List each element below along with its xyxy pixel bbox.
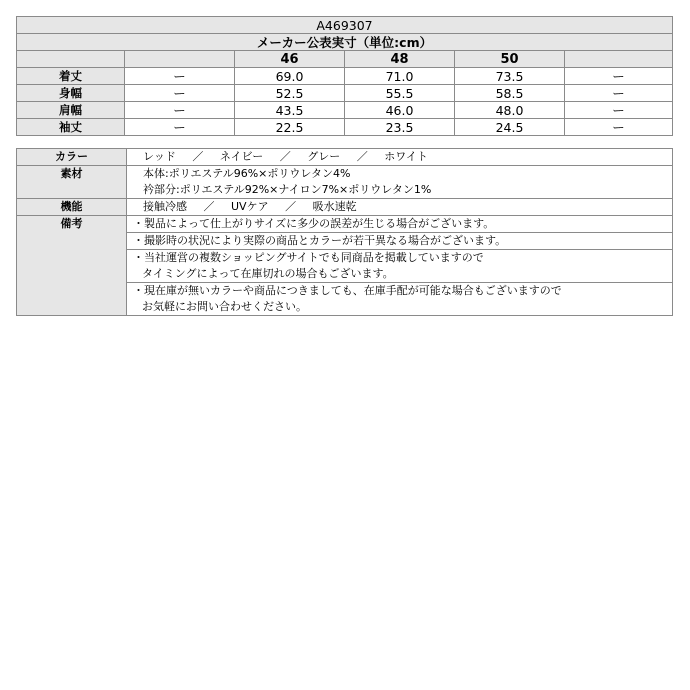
note-line: タイミングによって在庫切れの場合もございます。 [142, 267, 394, 280]
material-label: 素材 [17, 166, 127, 199]
color-item: レッド [143, 150, 176, 163]
cell: 58.5 [455, 85, 565, 102]
color-item: ホワイト [384, 150, 428, 163]
note-line: ・当社運営の複数ショッピングサイトでも同商品を掲載していますので [133, 251, 484, 264]
product-code: A469307 [17, 17, 673, 34]
function-list [127, 199, 673, 216]
note-line: ・製品によって仕上がりサイズに多少の誤差が生じる場合がございます。 [133, 217, 495, 230]
row-label: 袖丈 [17, 119, 125, 136]
separator: ／ [279, 150, 291, 163]
cell: ー [125, 85, 235, 102]
notes-row [17, 216, 673, 233]
cell: 23.5 [345, 119, 455, 136]
cell: 48.0 [455, 102, 565, 119]
color-item: グレー [307, 150, 341, 163]
function-item: 吸水速乾 [312, 200, 357, 213]
cell: ー [565, 102, 673, 119]
size-label [565, 51, 673, 68]
note-item [127, 283, 673, 316]
size-label: 48 [345, 51, 455, 68]
cell: ー [125, 119, 235, 136]
function-label: 機能 [17, 199, 127, 216]
row-label: 身幅 [17, 85, 125, 102]
note-line: ・撮影時の状況により実際の商品とカラーが若干異なる場合がございます。 [133, 234, 507, 247]
note-item [127, 233, 673, 250]
size-table-caption: メーカー公表実寸（単位:cm） [17, 34, 673, 51]
row-label: 着丈 [17, 68, 125, 85]
cell: 69.0 [235, 68, 345, 85]
note-item [127, 216, 673, 233]
cell: 24.5 [455, 119, 565, 136]
cell: ー [565, 119, 673, 136]
function-row [17, 199, 673, 216]
separator: ／ [285, 200, 297, 213]
cell: 71.0 [345, 68, 455, 85]
corner-cell [17, 51, 125, 68]
cell: 52.5 [235, 85, 345, 102]
size-label [125, 51, 235, 68]
material-row [17, 166, 673, 199]
size-label: 46 [235, 51, 345, 68]
size-header-row [17, 51, 673, 68]
note-line: ・現在庫が無いカラーや商品につきましても、在庫手配が可能な場合もございますので [133, 284, 562, 297]
color-label: カラー [17, 149, 127, 166]
cell: 22.5 [235, 119, 345, 136]
table-row [17, 102, 673, 119]
material-text [127, 166, 673, 199]
function-item: UVケア [231, 200, 269, 213]
separator: ／ [203, 200, 215, 213]
size-label: 50 [455, 51, 565, 68]
row-label: 肩幅 [17, 102, 125, 119]
separator: ／ [356, 150, 368, 163]
material-line: 衿部分:ポリエステル92%×ナイロン7%×ポリウレタン1% [143, 183, 432, 196]
cell: ー [565, 85, 673, 102]
material-line: 本体:ポリエステル96%×ポリウレタン4% [143, 167, 351, 180]
cell: 43.5 [235, 102, 345, 119]
color-row [17, 149, 673, 166]
size-table [16, 16, 672, 136]
note-item [127, 250, 673, 283]
notes-label: 備考 [17, 216, 127, 316]
note-line: お気軽にお問い合わせください。 [142, 300, 307, 313]
cell: 46.0 [345, 102, 455, 119]
table-row [17, 85, 673, 102]
separator: ／ [192, 150, 204, 163]
cell: ー [125, 102, 235, 119]
cell: 73.5 [455, 68, 565, 85]
color-item: ネイビー [219, 150, 264, 163]
table-row [17, 68, 673, 85]
product-info-table [16, 148, 672, 316]
table-row [17, 119, 673, 136]
color-list [127, 149, 673, 166]
cell: ー [565, 68, 673, 85]
function-item: 接触冷感 [143, 200, 187, 213]
cell: ー [125, 68, 235, 85]
cell: 55.5 [345, 85, 455, 102]
